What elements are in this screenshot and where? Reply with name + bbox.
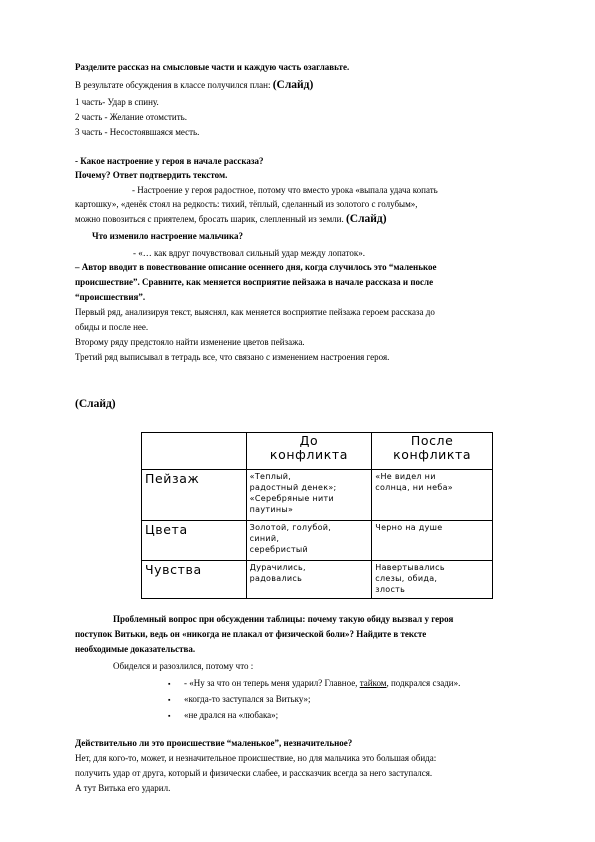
cell-line: «Серебряные нити xyxy=(249,494,334,503)
bullet-icon: ▪ xyxy=(168,696,171,704)
header-after xyxy=(372,433,493,470)
question-2: Что изменило настроение мальчика? xyxy=(92,231,244,241)
answer-2: - «… как вдруг почувствовал сильный удар между лопаток». xyxy=(133,248,365,258)
task-line-1: – Автор вводит в повествование описание осеннего дня, когда случилось это “маленькое xyxy=(75,262,437,272)
plan-intro: В результате обсуждения в классе получился план: xyxy=(75,80,271,90)
comparison-table xyxy=(141,432,493,599)
table-row xyxy=(142,521,493,561)
plan-item-2: 2 часть - Желание отомстить. xyxy=(75,112,188,122)
task-line-2: происшествие”. Сравните, как меняется восприятие пейзажа в начале рассказа и после xyxy=(75,277,434,287)
slide-label: (Слайд) xyxy=(345,213,387,225)
cell-feelings-after xyxy=(372,561,493,599)
cell-landscape-after xyxy=(372,470,493,521)
answer-3-line-3: А тут Витька его ударил. xyxy=(75,783,171,793)
header-after-line-2: конфликта xyxy=(393,447,472,462)
cell-line: злость xyxy=(375,585,406,594)
bullet-item-3: «не дрался на «любака»; xyxy=(184,710,279,720)
cell-landscape-before xyxy=(246,470,372,521)
cell-line: «Теплый, xyxy=(249,472,292,481)
cell-line: солнца, ни неба» xyxy=(375,483,454,492)
answer-3-line-1: Нет, для кого-то, может, и незначительное происшествие, но для мальчика это большая обида: xyxy=(75,753,437,763)
table-row xyxy=(142,561,493,599)
paragraph-1-line-2: обиды и после нее. xyxy=(75,322,149,332)
row-label-feelings: Чувства xyxy=(142,561,247,599)
paragraph-3: Третий ряд выписывал в тетрадь все, что связано с изменением настроения героя. xyxy=(75,352,390,362)
cell-line: «Не видел ни xyxy=(375,472,436,481)
answer-1-line-3-wrap xyxy=(75,214,387,225)
plan-item-1: 1 часть- Удар в спину. xyxy=(75,97,159,107)
answer-1-line-2: картошку», «денёк стоял на редкость: тихий, тёплый, сделанный из золотого с голубым», xyxy=(75,199,418,209)
task-title: Разделите рассказ на смысловые части и каждую часть озаглавьте. xyxy=(75,62,350,72)
table-header-row xyxy=(142,433,493,470)
cell-line: слезы, обида, xyxy=(375,574,438,583)
bullet-underlined-word: тайком xyxy=(359,678,387,688)
cell-colors-before xyxy=(246,521,372,561)
paragraph-2: Второму ряду предстояло найти изменение цветов пейзажа. xyxy=(75,337,305,347)
bullet-text: , подкрался сзади». xyxy=(386,678,461,688)
question-3: Действительно ли это происшествие “маленькое”, незначительное? xyxy=(75,738,353,748)
row-label-colors: Цвета xyxy=(142,521,247,561)
bullet-item-2: «когда-то заступался за Витьку»; xyxy=(184,694,311,704)
because-line: Обиделся и разозлился, потому что : xyxy=(113,661,254,671)
bullet-text: - «Ну за что он теперь меня ударил? Главное, xyxy=(184,678,360,688)
question-1-line-1: - Какое настроение у героя в начале рассказа? xyxy=(75,156,264,166)
cell-line: Черно на душе xyxy=(375,523,443,532)
cell-line: серебристый xyxy=(249,545,309,554)
cell-line: синий, xyxy=(249,534,280,543)
cell-line: Навертывались xyxy=(375,563,445,572)
header-after-line-1: После xyxy=(410,433,454,448)
answer-1-line-1: - Настроение у героя радостное, потому что вместо урока «выпала удача копать xyxy=(132,185,438,195)
row-label-landscape: Пейзаж xyxy=(142,470,247,521)
bullet-item-1 xyxy=(184,678,460,689)
plan-intro-line xyxy=(75,80,313,91)
slide-label: (Слайд) xyxy=(272,79,314,91)
problem-question-line-2: поступок Витьки, ведь он «никогда не плакал от физической боли»? Найдите в тексте xyxy=(75,629,427,639)
cell-feelings-before xyxy=(246,561,372,599)
task-line-3: “происшествия”. xyxy=(75,292,146,302)
header-before-line-2: конфликта xyxy=(269,447,348,462)
answer-3-line-2: получить удар от друга, который и физически слабее, и рассказчик всегда за него заступался. xyxy=(75,768,433,778)
bullet-icon: ▪ xyxy=(168,680,171,688)
problem-question-line-3: необходимые доказательства. xyxy=(75,644,196,654)
header-before-line-1: До xyxy=(299,433,319,448)
question-1-line-2: Почему? Ответ подтвердить текстом. xyxy=(75,170,228,180)
paragraph-1-line-1: Первый ряд, анализируя текст, выяснял, как меняется восприятие пейзажа героем рассказа до xyxy=(75,307,435,317)
cell-line: радостный денек»; xyxy=(249,483,337,492)
problem-question-line-1: Проблемный вопрос при обсуждении таблицы: почему такую обиду вызвал у героя xyxy=(113,614,454,624)
plan-item-3: 3 часть - Несостоявшаяся месть. xyxy=(75,127,200,137)
slide-label-2: (Слайд) xyxy=(75,398,116,410)
cell-line: радовались xyxy=(249,574,303,583)
bullet-icon: ▪ xyxy=(168,712,171,720)
table-row xyxy=(142,470,493,521)
cell-line: паутины» xyxy=(249,505,294,514)
cell-line: Золотой, голубой, xyxy=(249,523,332,532)
answer-1-line-3: можно повозиться с приятелем, бросать шарик, слепленный из земли. xyxy=(75,214,344,224)
cell-line: Дурачились, xyxy=(249,563,306,572)
table-corner xyxy=(142,433,247,470)
cell-colors-after xyxy=(372,521,493,561)
header-before xyxy=(246,433,372,470)
